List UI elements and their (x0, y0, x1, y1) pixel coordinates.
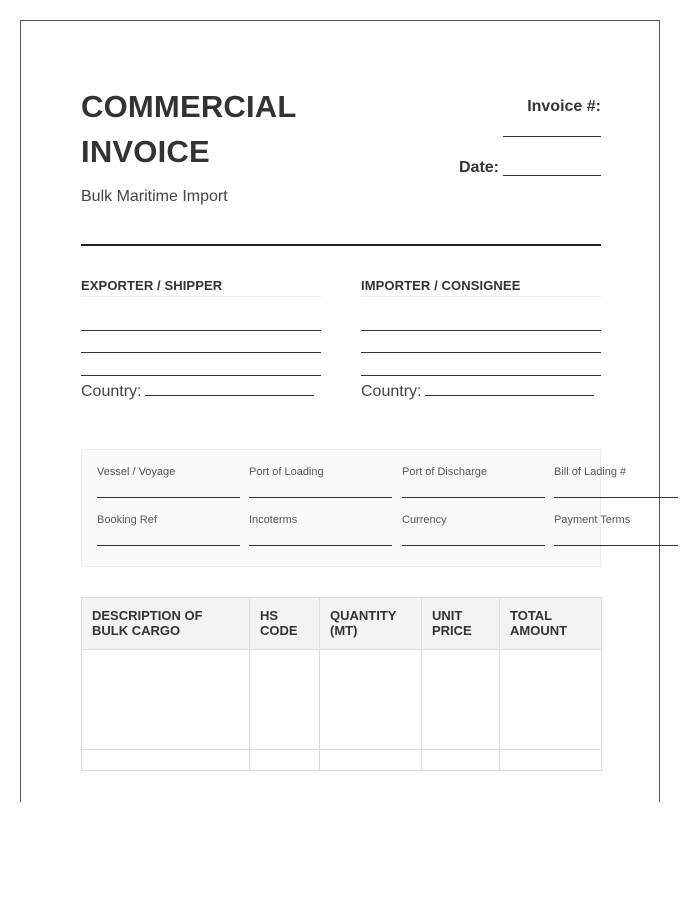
importer-line-1[interactable] (361, 330, 601, 331)
importer-line-2[interactable] (361, 352, 601, 353)
importer-country-label: Country: (361, 383, 422, 400)
exporter-line-3[interactable] (81, 375, 321, 376)
col-description-header: DESCRIPTION OF BULK CARGO (82, 598, 250, 650)
invoice-number-field[interactable] (503, 136, 601, 137)
vessel-voyage-label: Vessel / Voyage (97, 466, 176, 478)
hs-code-cell[interactable] (250, 650, 320, 750)
hs-code-cell[interactable] (250, 750, 320, 771)
currency-field[interactable] (402, 545, 545, 546)
total-amount-cell[interactable] (500, 750, 602, 771)
port-of-discharge-label: Port of Discharge (402, 466, 487, 478)
exporter-country-label: Country: (81, 383, 142, 400)
port-of-discharge-field[interactable] (402, 497, 545, 498)
bill-of-lading-field[interactable] (554, 497, 678, 498)
vessel-voyage-field[interactable] (97, 497, 240, 498)
header-divider (81, 244, 601, 246)
unit-price-cell[interactable] (422, 750, 500, 771)
col-unit-price-header: UNIT PRICE (422, 598, 500, 650)
quantity-cell[interactable] (320, 650, 422, 750)
total-amount-cell[interactable] (500, 650, 602, 750)
date-label: Date: (459, 159, 500, 176)
invoice-number-label: Invoice #: (527, 98, 601, 115)
exporter-heading: EXPORTER / SHIPPER (81, 278, 321, 297)
exporter-line-2[interactable] (81, 352, 321, 353)
port-of-loading-label: Port of Loading (249, 466, 324, 478)
cargo-table (81, 597, 602, 771)
incoterms-field[interactable] (249, 545, 392, 546)
payment-terms-field[interactable] (554, 545, 678, 546)
importer-country-field[interactable] (425, 381, 594, 396)
importer-line-3[interactable] (361, 375, 601, 376)
payment-terms-label: Payment Terms (554, 514, 631, 526)
incoterms-label: Incoterms (249, 514, 298, 526)
description-cell[interactable] (82, 750, 250, 771)
table-row (82, 650, 602, 750)
unit-price-cell[interactable] (422, 650, 500, 750)
table-row (82, 750, 602, 771)
col-total-amount-header: TOTAL AMOUNT (500, 598, 602, 650)
description-cell[interactable] (82, 650, 250, 750)
port-of-loading-field[interactable] (249, 497, 392, 498)
invoice-title: COMMERCIAL INVOICE (81, 89, 296, 169)
importer-heading: IMPORTER / CONSIGNEE (361, 278, 601, 297)
col-quantity-header: QUANTITY (MT) (320, 598, 422, 650)
table-header-row (82, 598, 602, 650)
invoice-subtitle: Bulk Maritime Import (81, 188, 228, 205)
col-hs-code-header: HS CODE (250, 598, 320, 650)
date-field[interactable] (503, 175, 601, 176)
importer-country (361, 381, 594, 401)
exporter-country (81, 381, 314, 401)
exporter-line-1[interactable] (81, 330, 321, 331)
booking-ref-label: Booking Ref (97, 514, 157, 526)
bill-of-lading-label: Bill of Lading # (554, 466, 627, 478)
quantity-cell[interactable] (320, 750, 422, 771)
booking-ref-field[interactable] (97, 545, 240, 546)
currency-label: Currency (402, 514, 447, 526)
exporter-country-field[interactable] (145, 381, 314, 396)
